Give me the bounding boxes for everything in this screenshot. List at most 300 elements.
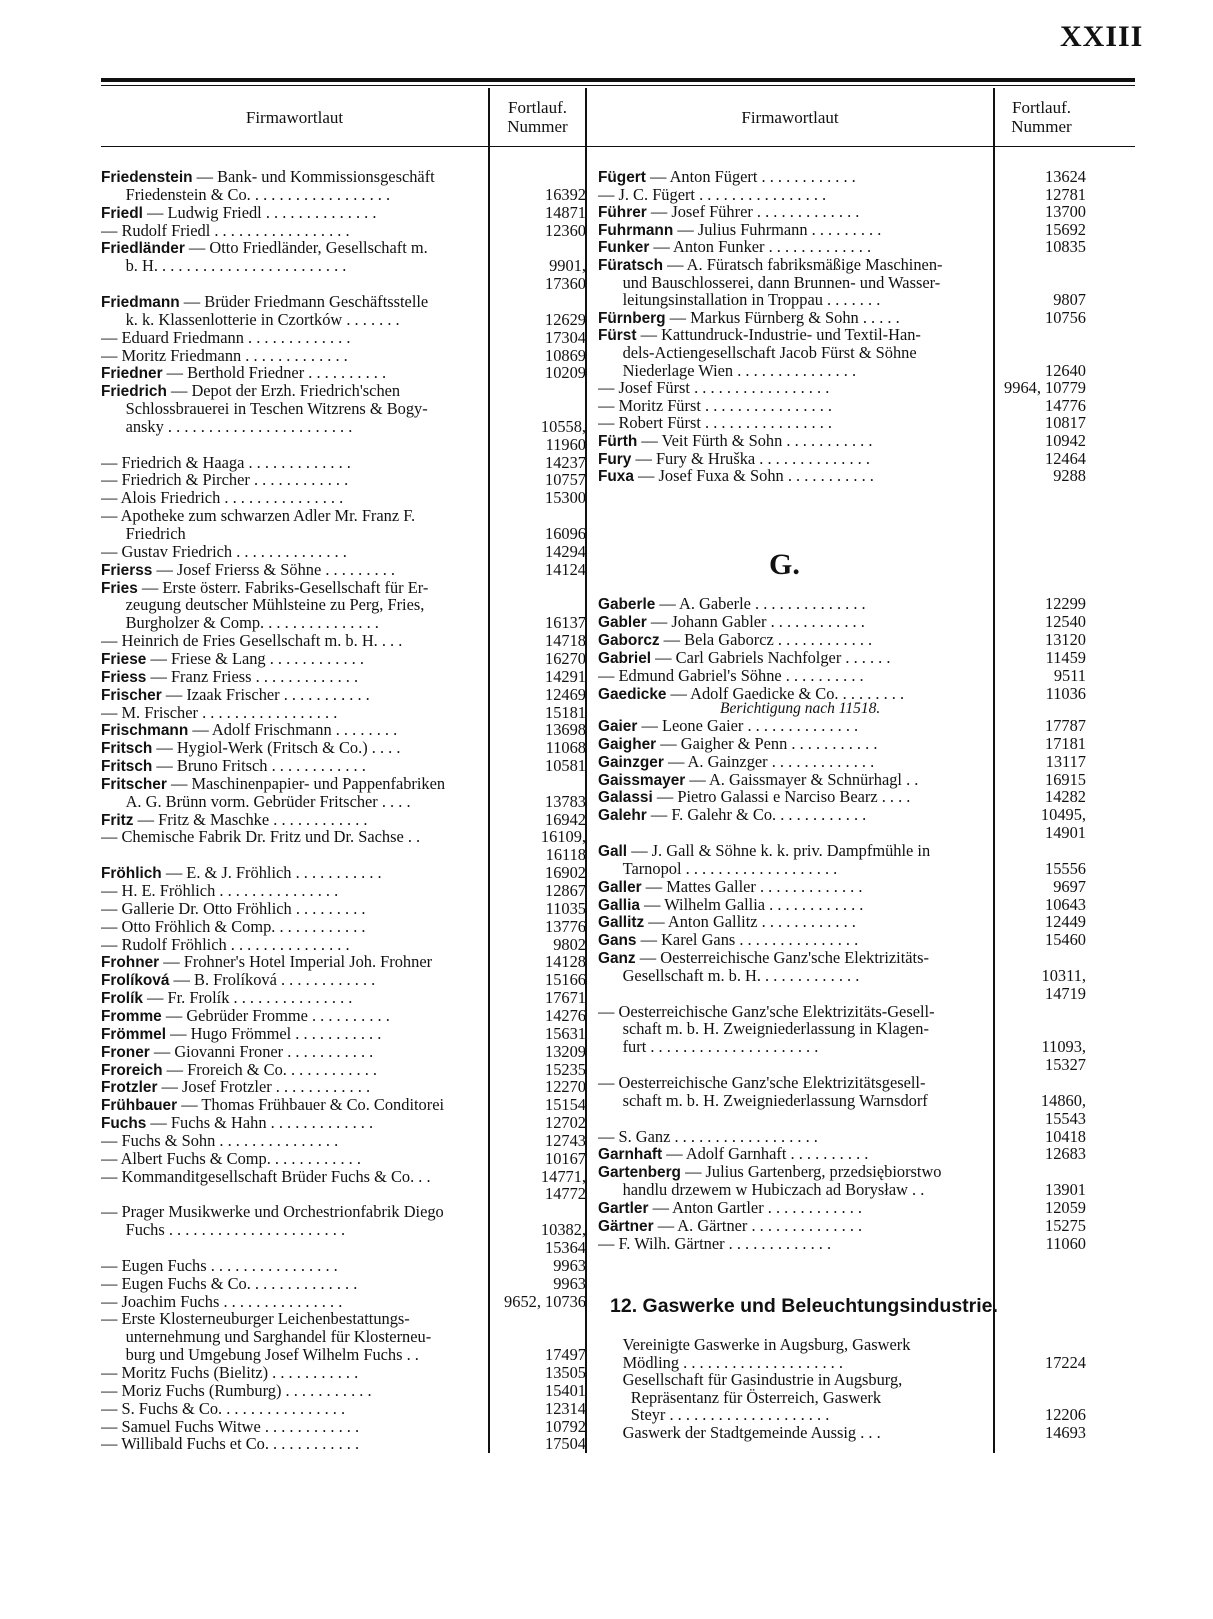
entry-text [598,949,983,968]
serial-number: 14237 [545,452,586,472]
entry-text [598,717,983,736]
entry-row [598,595,1098,613]
entry-text [101,1221,496,1239]
firm-description: — Anton Fügert . . . . . . . . . . . . [645,168,856,186]
firm-description: — Anton Gartler . . . . . . . . . . . . [648,1198,862,1217]
entry-row [101,454,601,472]
firm-description: — Friese & Lang . . . . . . . . . . . . [146,649,364,668]
entry-text [101,1168,496,1186]
serial-number: 17181 [1045,733,1086,753]
firm-keyword: Funker [598,239,650,257]
firm-keyword: Fritsch [101,740,153,758]
entry-row [598,985,1098,1003]
serial-number: 15631 [545,1023,586,1043]
entry-text [101,900,496,918]
serial-number: 10756 [1045,307,1086,327]
entry-row [101,936,601,954]
firm-description: — Depot der Erzh. Friedrich'schen [166,382,401,401]
firm-description: — Eduard Friedmann . . . . . . . . . . . . . [101,328,351,347]
firm-keyword: Frömmel [101,1025,166,1043]
firm-description: — B. Frolíková . . . . . . . . . . . . [169,971,376,990]
entry-text [101,1418,496,1436]
entry-text [598,1074,983,1092]
entry-row [101,811,601,829]
correction-note: Berichtigung nach 11518. [720,700,881,717]
serial-number: 9697 [1053,876,1086,896]
firm-keyword: Galler [598,878,642,896]
serial-number: 16096 [545,524,586,543]
firm-keyword: Frohner [101,954,160,972]
entry-text [598,860,983,878]
serial-number: 9963 [553,1273,586,1293]
entry-text [101,364,496,383]
firm-description: — Bela Gaborcz . . . . . . . . . . . . [659,631,873,649]
firm-description: burg und Umgebung Josef Wilhelm Fuchs . . [101,1346,419,1365]
firm-description: — Samuel Fuchs Witwe . . . . . . . . . . . . [101,1417,360,1436]
entry-row [598,1003,1098,1021]
entry-text [101,668,496,687]
entry-text [101,757,496,776]
entry-text [101,811,496,830]
firm-description: — Fuchs & Hahn . . . . . . . . . . . . . [146,1114,374,1133]
entry-row [101,1221,601,1239]
serial-number: 10311, [1041,965,1086,985]
firm-description: — Rudolf Friedl . . . . . . . . . . . . . . . . . [101,221,350,240]
entry-row [598,806,1098,824]
entry-text [598,274,983,292]
entry-text [101,1310,496,1328]
firm-keyword: Friedl [101,204,143,222]
firm-keyword: Fuhrmann [598,221,674,239]
firm-description: — Erste Klosterneuburger Leichenbestattungs- [101,1310,410,1329]
firm-description: — Joachim Fuchs . . . . . . . . . . . . . . . [101,1292,343,1311]
entry-row [101,704,601,722]
entry-row [598,860,1098,878]
entry-row [598,168,1098,186]
entry-text [598,221,983,240]
firm-description: — M. Frischer . . . . . . . . . . . . . . . . . [101,703,338,722]
entry-text [598,667,983,685]
firm-description: — Carl Gabriels Nachfolger . . . . . . [651,649,891,667]
entry-row [598,309,1098,327]
entry-text [101,311,496,329]
firm-keyword: Garnhaft [598,1146,663,1164]
firm-description: b. H. . . . . . . . . . . . . . . . . . . . . . . . [101,257,347,276]
entry-text [598,613,983,632]
firm-description: — Adolf Garnhaft . . . . . . . . . . [662,1145,869,1164]
entry-row [598,753,1098,771]
entry-row [598,238,1098,256]
firm-description: Schlossbrauerei in Teschen Witzrens & Bogy- [101,400,428,419]
top-double-rule [101,78,1135,82]
firm-description: — Gebrüder Fromme . . . . . . . . . . [161,1006,390,1025]
entry-row [598,221,1098,239]
right-number-header-line1: Fortlauf. [1011,98,1072,117]
serial-number: 14128 [545,952,586,972]
entry-row [101,882,601,900]
entry-row [598,1181,1098,1199]
entry-row [101,293,601,311]
entry-text [101,1346,496,1364]
firm-description: — Josef Frotzler . . . . . . . . . . . . [157,1078,371,1097]
serial-number: 10792 [545,1416,586,1436]
firm-description: — Eugen Fuchs & Co. . . . . . . . . . . . . . [101,1274,358,1293]
right-name-header: Firmawortlaut [741,107,839,127]
firm-description: — Gallerie Dr. Otto Fröhlich . . . . . . . . . [101,899,366,918]
entry-text [598,753,983,772]
firm-description: — Moritz Fürst . . . . . . . . . . . . . . . . [598,396,833,415]
firm-keyword: Fromme [101,1007,162,1025]
entry-text [101,168,496,187]
left-number-header [490,88,585,146]
entry-text [101,239,496,258]
entry-text [101,936,496,954]
entry-text [598,414,983,432]
firm-description: — Erste österr. Fabriks-Gesellschaft für Er- [137,578,429,597]
firm-description: — Josef Fürst . . . . . . . . . . . . . . . . . [598,379,830,398]
serial-number: 10558, [540,416,586,436]
firm-description: — H. E. Fröhlich . . . . . . . . . . . . . . . [101,882,339,900]
firm-description: — Johann Gabler . . . . . . . . . . . . [646,613,865,631]
firm-description: dels-Actiengesellschaft Jacob Fürst & Söhne [598,344,917,362]
entry-row [598,1092,1098,1110]
entry-row [101,1168,601,1186]
serial-number: 15181 [545,702,586,722]
entry-row [101,400,601,418]
firm-description: — Leone Gaier . . . . . . . . . . . . . . [637,717,859,735]
entry-text [598,291,983,309]
firm-keyword: Fritscher [101,775,167,793]
serial-number: 16915 [1045,769,1086,789]
firm-description: und Bauschlosserei, dann Brunnen- und Wasser- [598,273,941,292]
firm-keyword: Galehr [598,807,647,825]
entry-text [101,347,496,365]
serial-number: 17787 [1045,716,1086,735]
entry-text [101,1025,496,1044]
firm-keyword: Fritsch [101,758,153,776]
firm-description: — Froreich & Co. . . . . . . . . . . . [162,1060,378,1079]
entry-text [101,222,496,240]
entry-row [101,846,601,864]
entry-row [598,735,1098,753]
entry-text [101,186,496,204]
entry-row [101,1025,601,1043]
entry-row [598,1128,1098,1146]
entry-row [101,1328,601,1346]
entry-text [101,1078,496,1097]
firm-description: — Adolf Gaedicke & Co. . . . . . . . . [666,685,905,703]
entry-text [101,1275,496,1293]
firm-description: — Rudolf Fröhlich . . . . . . . . . . . . . . . [101,935,350,954]
entry-row [101,1346,601,1364]
firm-description: handlu drzewem w Hubiczach ad Borysław . . [598,1181,925,1200]
entry-row [598,432,1098,450]
entry-text [598,1038,983,1056]
entry-text [598,1163,983,1182]
entry-row [101,1096,601,1114]
firm-keyword: Gans [598,932,637,950]
firm-keyword: Frolíková [101,972,170,990]
entry-row [598,1424,1098,1442]
header-bottom-rule [101,146,1135,147]
entry-text [101,882,496,900]
entry-row [101,1150,601,1168]
entry-row [101,686,601,704]
serial-number: 12781 [1045,184,1086,204]
entry-text [598,450,983,469]
serial-number: 13117 [1045,751,1086,771]
firm-description: — Oesterreichische Ganz'sche Elektrizitäts-Gesell- [598,1002,935,1021]
entry-row [598,788,1098,806]
firm-keyword: Friedner [101,365,163,383]
left-number-header-line1: Fortlauf. [507,98,568,117]
firm-description: schaft m. b. H. Zweigniederlassung Warnsdorf [598,1091,928,1110]
serial-number: 15166 [545,970,586,990]
entry-row [101,596,601,614]
entry-text [598,806,983,825]
entry-row [598,667,1098,685]
serial-number: 13624 [1045,167,1086,186]
serial-number: 14860, [1040,1090,1086,1110]
entry-row [101,579,601,597]
entry-row [101,382,601,400]
entry-row [101,507,601,525]
entry-text [598,913,983,932]
firm-keyword: Fürth [598,433,638,450]
entry-text [101,293,496,312]
serial-number: 12299 [1045,594,1086,613]
firm-description: — Adolf Frischmann . . . . . . . . [188,721,398,740]
serial-number: 16109, [540,827,586,847]
firm-keyword: Gaigher [598,735,657,753]
firm-description: — Josef Führer . . . . . . . . . . . . . [646,203,860,222]
firm-description: — Prager Musikwerke und Orchestrionfabrik Diego [101,1203,444,1222]
entry-row [101,204,601,222]
firm-keyword: Frischmann [101,722,189,740]
entry-text [598,432,983,451]
firm-keyword: Gabler [598,614,647,631]
entry-text [101,329,496,347]
entry-text [101,204,496,223]
entry-row [101,311,601,329]
firm-description: — Josef Fuxa & Sohn . . . . . . . . . . . [633,467,874,486]
firm-description: — Mattes Galler . . . . . . . . . . . . . [641,877,863,896]
serial-number: 11060 [1045,1233,1086,1253]
firm-keyword: Froreich [101,1061,163,1079]
firm-keyword: Friedrich [101,383,167,401]
entry-row [101,561,601,579]
entry-text [101,614,496,632]
entry-text [598,1020,983,1038]
entry-row [598,203,1098,221]
firm-description: — Frohner's Hotel Imperial Joh. Frohner [159,953,433,972]
firm-description: Friedrich [101,525,186,543]
entry-text [101,704,496,722]
firm-description: — Izaak Frischer . . . . . . . . . . . [161,685,370,704]
firm-keyword: Gartler [598,1199,649,1217]
firm-keyword: Gaborcz [598,632,660,649]
firm-description: Tarnopol . . . . . . . . . . . . . . . . . . . [598,859,838,878]
firm-description: — Brüder Friedmann Geschäftsstelle [179,292,429,311]
serial-number: 13700 [1045,202,1086,222]
entry-row [101,489,601,507]
firm-description: — Thomas Frühbauer & Co. Conditorei [177,1096,445,1115]
serial-number: 12464 [1045,448,1086,468]
serial-number: 14124 [545,559,586,579]
serial-number: 15300 [545,488,586,508]
entry-row [101,543,601,561]
serial-number: 10817 [1045,413,1086,433]
firm-description: — Friedrich & Pircher . . . . . . . . . . . . [101,471,349,490]
entry-text [598,238,983,257]
serial-number: 14772 [545,1184,586,1204]
entry-row [598,379,1098,397]
entry-text [101,1435,496,1453]
entry-row [101,1275,601,1293]
firm-description: — Oesterreichische Ganz'sche Elektrizitätsgesell- [598,1074,926,1092]
serial-number: 10835 [1045,237,1086,257]
firm-description: Fuchs . . . . . . . . . . . . . . . . . . . . . . [101,1221,346,1240]
serial-number: 15556 [1045,858,1086,878]
firm-keyword: Frierss [101,561,153,579]
serial-number: 11035 [545,898,586,918]
entry-row [598,1336,1098,1354]
entry-text [101,864,496,883]
firm-description: — Alois Friedrich . . . . . . . . . . . . . . . [101,489,344,508]
firm-keyword: Gainzger [598,753,664,771]
firm-description: — Oesterreichische Ganz'sche Elektrizitäts- [635,949,929,968]
serial-number: 15327 [1045,1055,1086,1075]
entry-text [598,379,983,397]
entry-text [101,632,496,650]
entry-text [598,1199,983,1218]
firm-description: Gaswerk der Stadtgemeinde Aussig . . . [598,1424,881,1442]
entry-text [101,454,496,472]
entry-text [101,775,496,794]
entry-text [101,257,496,275]
firm-keyword: Gaier [598,718,638,735]
serial-number: 11459 [1045,648,1086,667]
firm-description: — Heinrich de Fries Gesellschaft m. b. H. . . . [101,632,403,651]
firm-keyword: Fury [598,450,632,468]
firm-description: — Albert Fuchs & Comp. . . . . . . . . . . . [101,1149,361,1168]
serial-number: 14294 [545,541,586,561]
entry-text [101,1132,496,1150]
entry-text [598,1235,983,1253]
entry-text [598,1424,983,1442]
entry-row [598,1354,1098,1372]
serial-number: 14901 [1045,823,1086,843]
entry-row [598,1074,1098,1092]
serial-number: 12270 [545,1077,586,1097]
serial-number: 12059 [1045,1197,1086,1217]
serial-number: 15364 [545,1238,586,1257]
entry-text [598,878,983,897]
entry-row [598,1389,1098,1407]
entry-row [101,828,601,846]
serial-number: 14276 [545,1005,586,1025]
serial-number: 15154 [545,1095,586,1115]
entry-row [598,450,1098,468]
firm-description: — Josef Frierss & Söhne . . . . . . . . . [152,560,396,579]
serial-number: 13783 [545,791,586,811]
entry-row [598,1038,1098,1056]
entry-text [598,1217,983,1236]
firm-description: — A. Gaissmayer & Schnürhagl . . [685,770,919,789]
entry-text [598,931,983,950]
entry-row [101,1078,601,1096]
firm-description: — Edmund Gabriel's Söhne . . . . . . . . . . [598,667,864,685]
entry-text [598,788,983,807]
serial-number: 17304 [545,327,586,347]
firm-keyword: Füratsch [598,257,663,274]
serial-number: 16270 [545,648,586,668]
firm-description: — Julius Fuhrmann . . . . . . . . . [673,220,882,239]
entry-row [101,614,601,632]
entry-text [598,842,983,861]
entry-row [101,1293,601,1311]
firm-keyword: Friess [101,668,147,686]
firm-keyword: Gall [598,842,628,860]
serial-number: 12867 [545,881,586,900]
firm-keyword: Ganz [598,950,636,968]
entry-text [101,382,496,401]
firm-keyword: Fries [101,579,138,597]
serial-number: 9807 [1053,290,1086,310]
firm-description: — E. & J. Fröhlich . . . . . . . . . . . [161,864,382,883]
firm-description: — A. Gaberle . . . . . . . . . . . . . . [655,595,866,613]
firm-description: Vereinigte Gaswerke in Augsburg, Gaswerk [598,1336,911,1354]
entry-row [598,291,1098,309]
entry-row [101,471,601,489]
entry-text [598,203,983,222]
serial-number: 17671 [545,988,586,1008]
serial-number: 10495, [1040,805,1086,825]
firm-keyword: Fürnberg [598,309,666,327]
entry-row [101,900,601,918]
firm-description: Repräsentanz für Österreich, Gaswerk [598,1388,882,1407]
firm-keyword: Fuchs [101,1115,147,1133]
entry-text [598,362,983,380]
serial-number: 14291 [545,666,586,686]
entry-row [101,1239,601,1257]
entry-row [101,721,601,739]
entry-text [101,1293,496,1311]
serial-number: 12640 [1045,360,1086,380]
firm-keyword: Gallitz [598,914,645,932]
firm-keyword: Gaedicke [598,686,667,703]
firm-description: — Otto Friedländer, Gesellschaft m. [184,239,428,258]
firm-description: — Markus Fürnberg & Sohn . . . . . [665,308,900,327]
entry-row [598,344,1098,362]
entry-row [101,1185,601,1203]
entry-text [101,1114,496,1133]
firm-description: — Bank- und Kommissionsgeschäft [192,168,435,186]
entry-text [101,1007,496,1026]
firm-description: — J. Gall & Söhne k. k. priv. Dampfmühle in [627,841,931,860]
serial-number: 15235 [545,1059,586,1079]
entry-text [101,1382,496,1400]
entry-row [101,436,601,454]
entry-row [101,793,601,811]
entry-row [598,717,1098,735]
entry-row [598,1235,1098,1253]
firm-description: Gesellschaft m. b. H. . . . . . . . . . . . . [598,966,860,985]
firm-description: — Berthold Friedner . . . . . . . . . . [162,364,387,383]
entry-text [598,896,983,915]
serial-number: 15543 [1045,1108,1086,1128]
entry-row [101,1382,601,1400]
